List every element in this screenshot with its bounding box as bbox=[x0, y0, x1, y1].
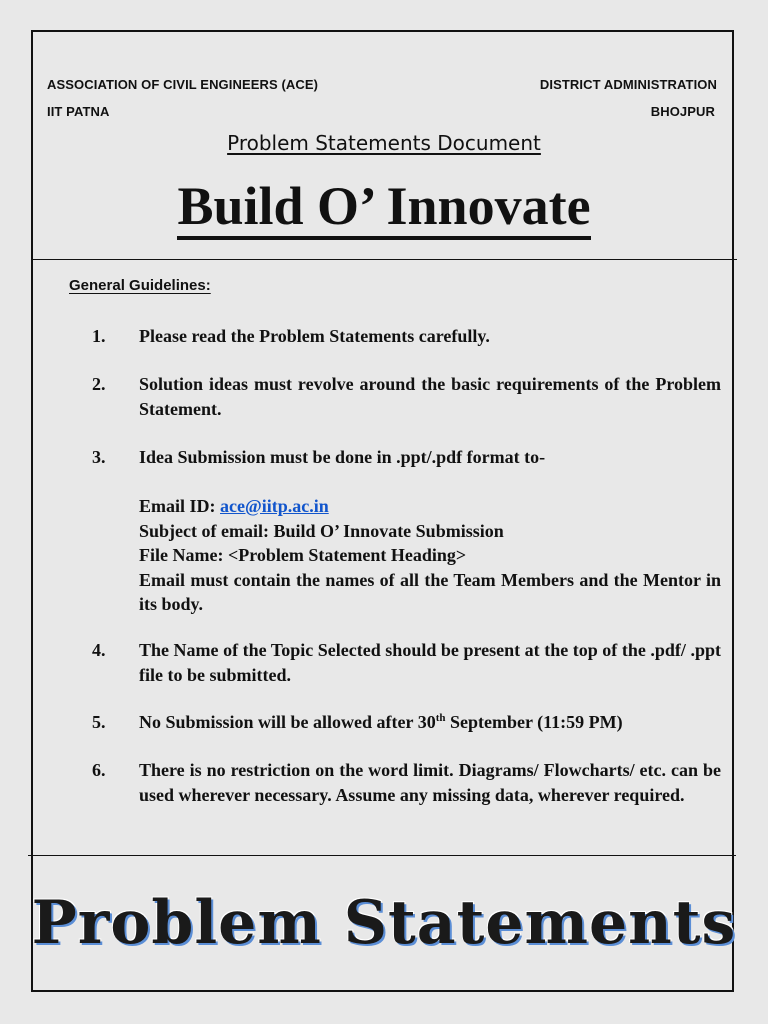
header-institute-left: IIT PATNA bbox=[47, 104, 110, 119]
guideline-number: 6. bbox=[92, 760, 106, 780]
email-line bbox=[139, 494, 721, 519]
guideline-text: The Name of the Topic Selected should be present at the top of the .pdf/ .ppt file to be submitted. bbox=[139, 640, 721, 685]
guideline-text bbox=[139, 445, 721, 617]
guideline-text bbox=[139, 710, 721, 735]
footer-divider bbox=[28, 855, 736, 856]
deadline-superscript: th bbox=[435, 712, 446, 724]
guideline-item-6 bbox=[92, 758, 721, 807]
guideline-text: Solution ideas must revolve around the basic requirements of the Problem Statement. bbox=[139, 374, 721, 419]
document-title bbox=[0, 175, 768, 237]
header-district-right: BHOJPUR bbox=[650, 104, 715, 119]
deadline-text-before: No Submission will be allowed after 30 bbox=[139, 712, 436, 732]
email-label: Email ID: bbox=[139, 496, 220, 516]
guideline-number: 2. bbox=[92, 374, 106, 394]
guideline-text: There is no restriction on the word limit. Diagrams/ Flowcharts/ etc. can be used wherever necessary. Assume any missing data, wherever required. bbox=[139, 760, 721, 805]
guidelines-heading: General Guidelines: bbox=[69, 277, 211, 294]
spacer bbox=[139, 470, 721, 495]
file-name-line: File Name: <Problem Statement Heading> bbox=[139, 545, 467, 565]
document-subtitle: Problem Statements Document bbox=[227, 131, 541, 155]
guideline-item-5 bbox=[92, 710, 721, 735]
guideline-number: 4. bbox=[92, 640, 106, 660]
guideline-number: 1. bbox=[92, 326, 106, 346]
guideline-item-4 bbox=[92, 638, 721, 687]
deadline-text-after: September (11:59 PM) bbox=[445, 712, 623, 732]
email-body-line: Email must contain the names of all the Team Members and the Mentor in its body. bbox=[139, 569, 721, 614]
footer-title: Problem Statements bbox=[31, 888, 737, 958]
header-org-right: DISTRICT ADMINISTRATION bbox=[539, 77, 717, 92]
header-org-left: ASSOCIATION OF CIVIL ENGINEERS (ACE) bbox=[47, 77, 319, 92]
guideline-item-2 bbox=[92, 372, 721, 421]
guideline-text: Please read the Problem Statements carefully. bbox=[139, 326, 490, 346]
email-subject-line: Subject of email: Build O’ Innovate Submission bbox=[139, 520, 504, 541]
guideline-number: 3. bbox=[92, 447, 106, 467]
guideline-number: 5. bbox=[92, 712, 106, 732]
guideline-item-3 bbox=[92, 445, 721, 617]
email-link[interactable]: ace@iitp.ac.in bbox=[220, 496, 329, 516]
document-title-text: Build O’ Innovate bbox=[177, 176, 590, 240]
guideline-item-1 bbox=[92, 324, 721, 349]
header-divider bbox=[31, 259, 737, 260]
submission-format-line: Idea Submission must be done in .ppt/.pdf format to- bbox=[139, 447, 546, 467]
